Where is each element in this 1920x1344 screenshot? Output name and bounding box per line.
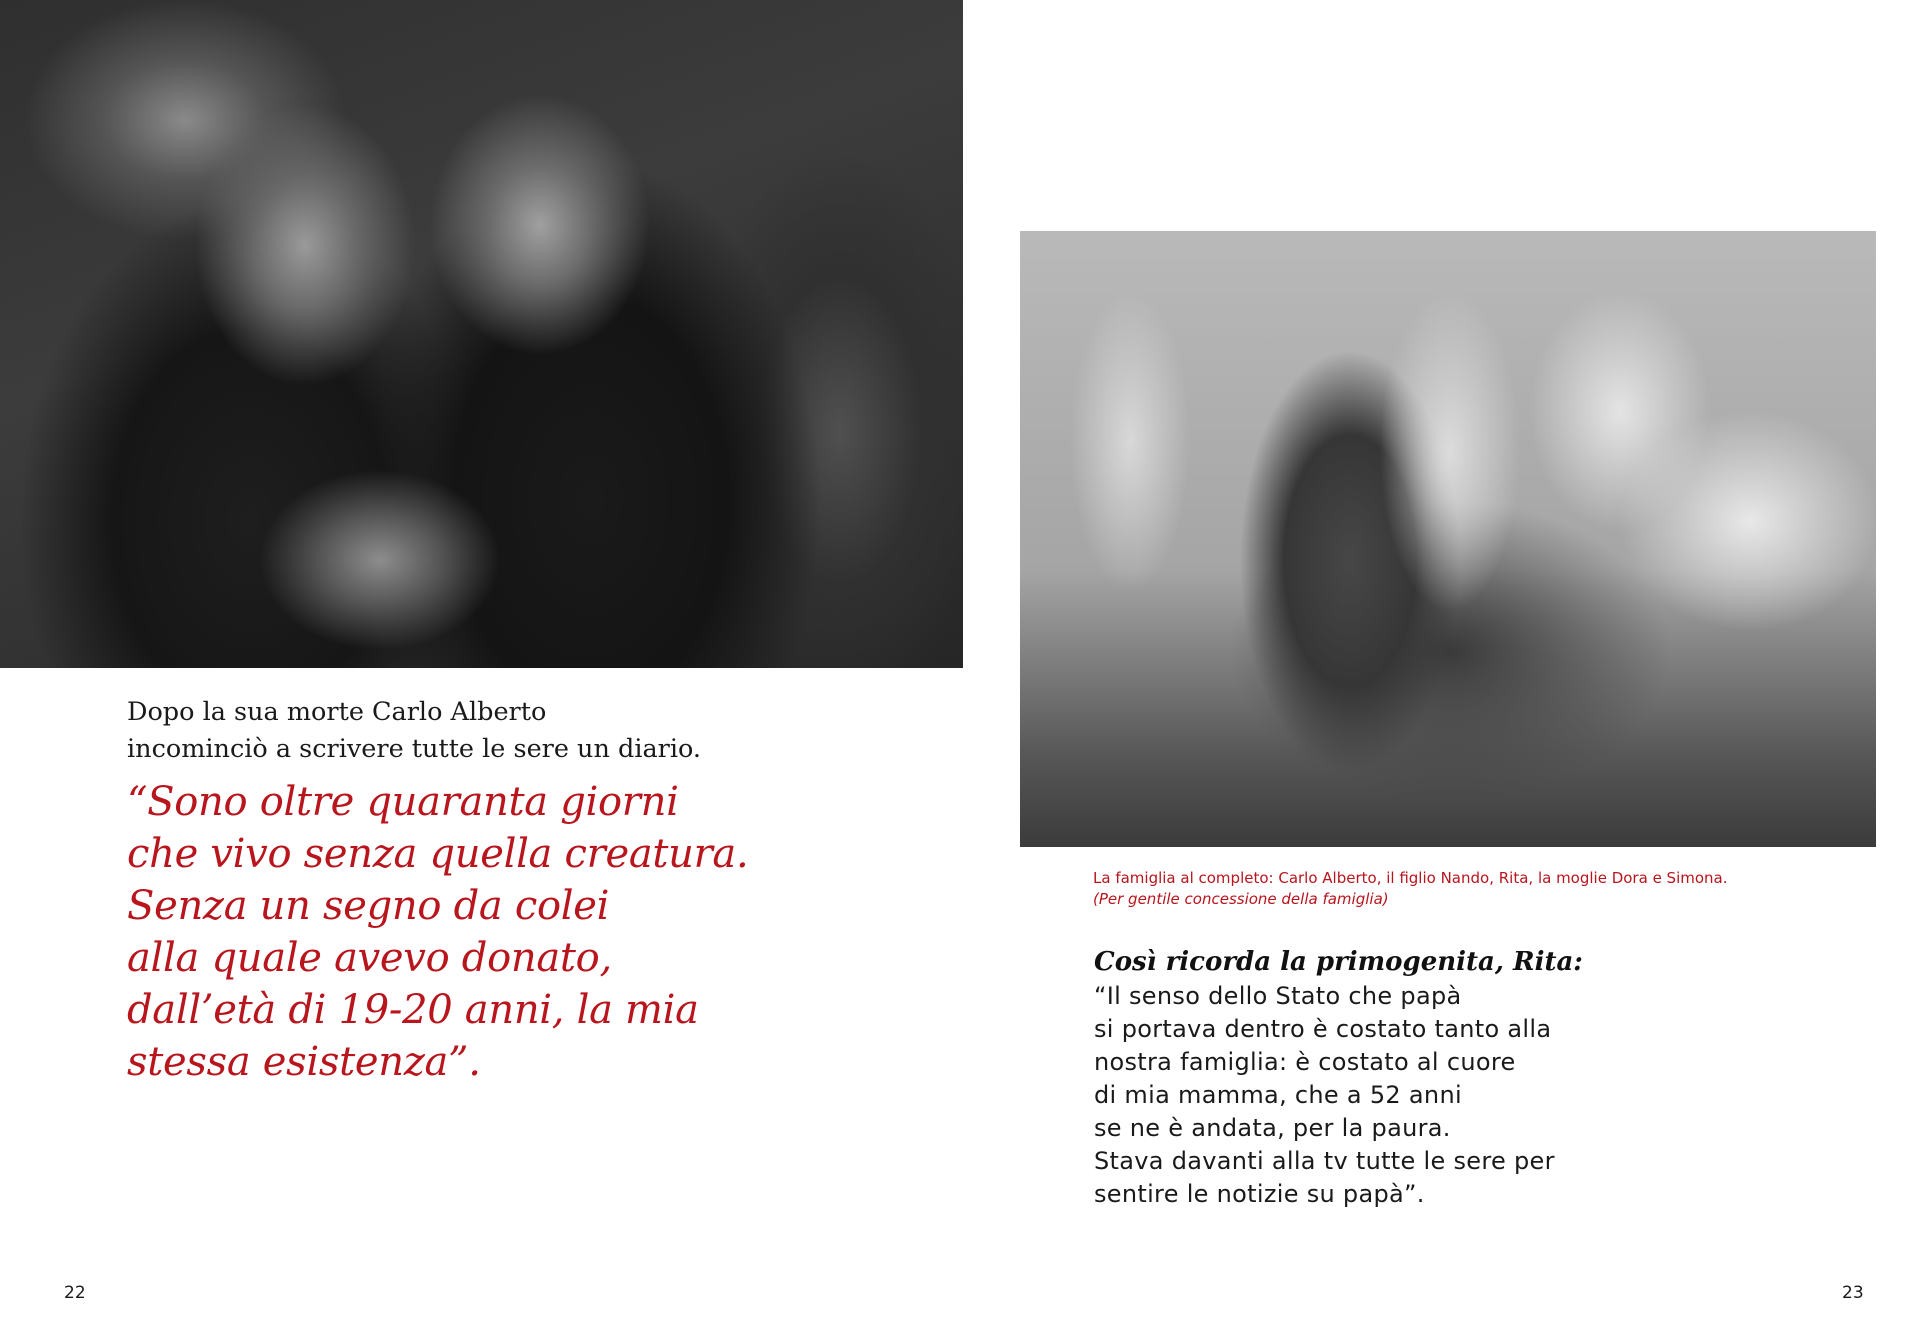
diary-quote [127, 776, 887, 1088]
rita-quote-line: Stava davanti alla tv tutte le sere per [1094, 1147, 1555, 1175]
rita-quote-line: sentire le notizie su papà”. [1094, 1180, 1425, 1208]
right-text-block [1094, 944, 1814, 1211]
quote-line: Senza un segno da colei [127, 883, 610, 929]
intro-line: Dopo la sua morte Carlo Alberto [127, 697, 547, 727]
intro-paragraph [127, 694, 887, 768]
quote-line: che vivo senza quella creatura. [127, 831, 749, 877]
caption-credit: (Per gentile concessione della famiglia) [1093, 890, 1389, 908]
photo-caption [1093, 868, 1873, 910]
quote-line: stessa esistenza”. [127, 1039, 481, 1085]
page-number-left: 22 [64, 1283, 86, 1303]
left-text-block [127, 694, 887, 1088]
rita-quote [1094, 980, 1814, 1211]
page-number-right: 23 [1842, 1283, 1864, 1303]
quote-line: dall’età di 19-20 anni, la mia [127, 987, 699, 1033]
caption-text: La famiglia al completo: Carlo Alberto, il figlio Nando, Rita, la moglie Dora e Simona. [1093, 869, 1728, 887]
rita-heading: Così ricorda la primogenita, Rita: [1094, 947, 1583, 977]
rita-quote-line: se ne è andata, per la paura. [1094, 1114, 1451, 1142]
dance-photo [0, 0, 963, 668]
quote-line: “Sono oltre quaranta giorni [127, 779, 679, 825]
intro-line: incominciò a scrivere tutte le sere un diario. [127, 734, 702, 764]
rita-quote-line: si portava dentro è costato tanto alla [1094, 1015, 1552, 1043]
quote-line: alla quale avevo donato, [127, 935, 612, 981]
rita-quote-line: di mia mamma, che a 52 anni [1094, 1081, 1462, 1109]
rita-quote-line: “Il senso dello Stato che papà [1094, 982, 1462, 1010]
family-photo [1020, 231, 1876, 847]
rita-quote-line: nostra famiglia: è costato al cuore [1094, 1048, 1516, 1076]
